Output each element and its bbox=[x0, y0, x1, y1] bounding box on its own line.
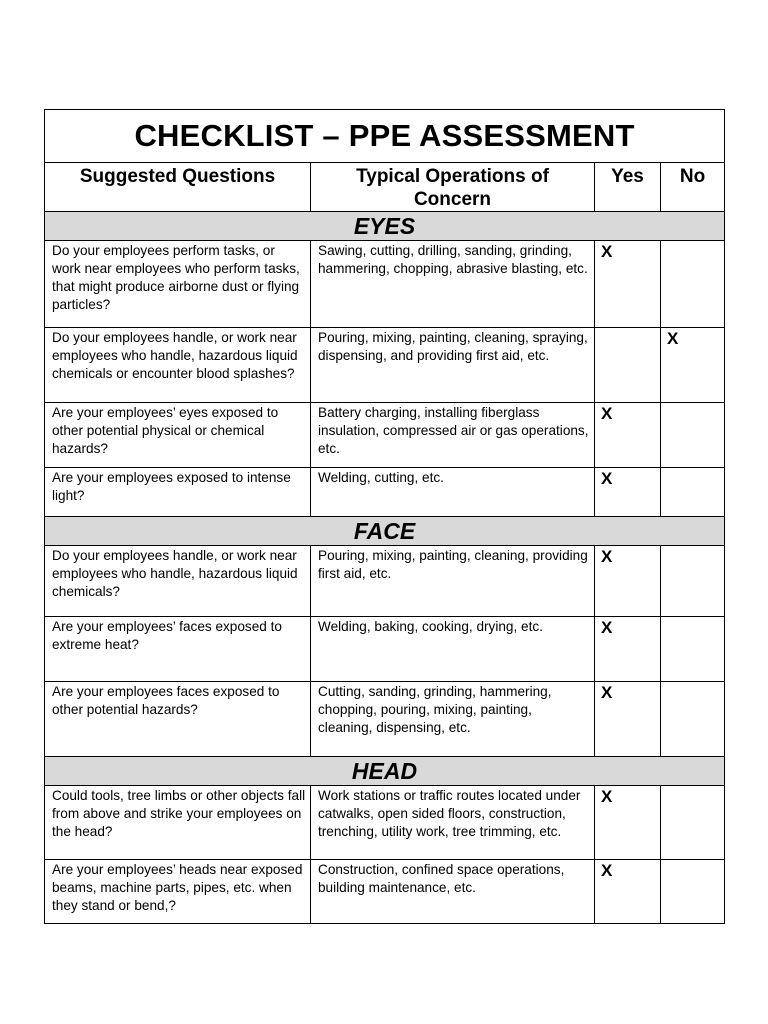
no-mark bbox=[661, 546, 725, 617]
table-row bbox=[45, 786, 725, 860]
table-row bbox=[45, 328, 725, 403]
operations-cell: Welding, baking, cooking, drying, etc. bbox=[311, 617, 595, 682]
operations-cell: Work stations or traffic routes located under catwalks, open sided floors, construction, trenching, utility work, tree trimming, etc. bbox=[311, 786, 595, 860]
question-cell: Do your employees handle, or work near employees who handle, hazardous liquid chemicals or encounter blood splashes? bbox=[45, 328, 311, 403]
title-row bbox=[45, 110, 725, 163]
yes-mark: X bbox=[595, 617, 661, 682]
no-mark bbox=[661, 617, 725, 682]
table-row bbox=[45, 468, 725, 517]
yes-mark: X bbox=[595, 682, 661, 757]
question-cell: Are your employees exposed to intense light? bbox=[45, 468, 311, 517]
operations-cell: Cutting, sanding, grinding, hammering, chopping, pouring, mixing, painting, cleaning, dispensing, etc. bbox=[311, 682, 595, 757]
no-mark bbox=[661, 468, 725, 517]
no-mark bbox=[661, 241, 725, 328]
yes-mark: X bbox=[595, 468, 661, 517]
operations-cell: Welding, cutting, etc. bbox=[311, 468, 595, 517]
yes-mark bbox=[595, 328, 661, 403]
header-row bbox=[45, 163, 725, 212]
operations-cell: Pouring, mixing, painting, cleaning, providing first aid, etc. bbox=[311, 546, 595, 617]
no-mark bbox=[661, 860, 725, 924]
operations-cell: Battery charging, installing fiberglass insulation, compressed air or gas operations, etc. bbox=[311, 403, 595, 468]
question-cell: Are your employees’ faces exposed to extreme heat? bbox=[45, 617, 311, 682]
no-mark: X bbox=[661, 328, 725, 403]
no-mark bbox=[661, 786, 725, 860]
no-mark bbox=[661, 682, 725, 757]
section-heading: FACE bbox=[45, 517, 725, 546]
table-row bbox=[45, 682, 725, 757]
question-cell: Are your employees’ heads near exposed beams, machine parts, pipes, etc. when they stand or bend,? bbox=[45, 860, 311, 924]
question-cell: Are your employees faces exposed to other potential hazards? bbox=[45, 682, 311, 757]
column-header-operations: Typical Operations of Concern bbox=[311, 163, 595, 212]
section-row-head bbox=[45, 757, 725, 786]
yes-mark: X bbox=[595, 860, 661, 924]
yes-mark: X bbox=[595, 241, 661, 328]
section-heading: EYES bbox=[45, 212, 725, 241]
operations-cell: Pouring, mixing, painting, cleaning, spraying, dispensing, and providing first aid, etc. bbox=[311, 328, 595, 403]
checklist-body bbox=[45, 212, 725, 924]
operations-cell: Construction, confined space operations, building maintenance, etc. bbox=[311, 860, 595, 924]
section-heading: HEAD bbox=[45, 757, 725, 786]
no-mark bbox=[661, 403, 725, 468]
question-cell: Are your employees’ eyes exposed to other potential physical or chemical hazards? bbox=[45, 403, 311, 468]
operations-cell: Sawing, cutting, drilling, sanding, grinding, hammering, chopping, abrasive blasting, etc. bbox=[311, 241, 595, 328]
section-row-face bbox=[45, 517, 725, 546]
table-row bbox=[45, 617, 725, 682]
yes-mark: X bbox=[595, 403, 661, 468]
yes-mark: X bbox=[595, 546, 661, 617]
question-cell: Do your employees handle, or work near employees who handle, hazardous liquid chemicals? bbox=[45, 546, 311, 617]
question-cell: Do your employees perform tasks, or work near employees who perform tasks, that might produce airborne dust or flying particles? bbox=[45, 241, 311, 328]
column-header-no: No bbox=[661, 163, 725, 212]
table-row bbox=[45, 860, 725, 924]
column-header-questions: Suggested Questions bbox=[45, 163, 311, 212]
column-header-yes: Yes bbox=[595, 163, 661, 212]
table-row bbox=[45, 546, 725, 617]
question-cell: Could tools, tree limbs or other objects fall from above and strike your employees on the head? bbox=[45, 786, 311, 860]
section-row-eyes bbox=[45, 212, 725, 241]
table-row bbox=[45, 403, 725, 468]
yes-mark: X bbox=[595, 786, 661, 860]
table-row bbox=[45, 241, 725, 328]
page-title: CHECKLIST – PPE ASSESSMENT bbox=[45, 110, 725, 163]
ppe-checklist-table bbox=[44, 109, 725, 924]
